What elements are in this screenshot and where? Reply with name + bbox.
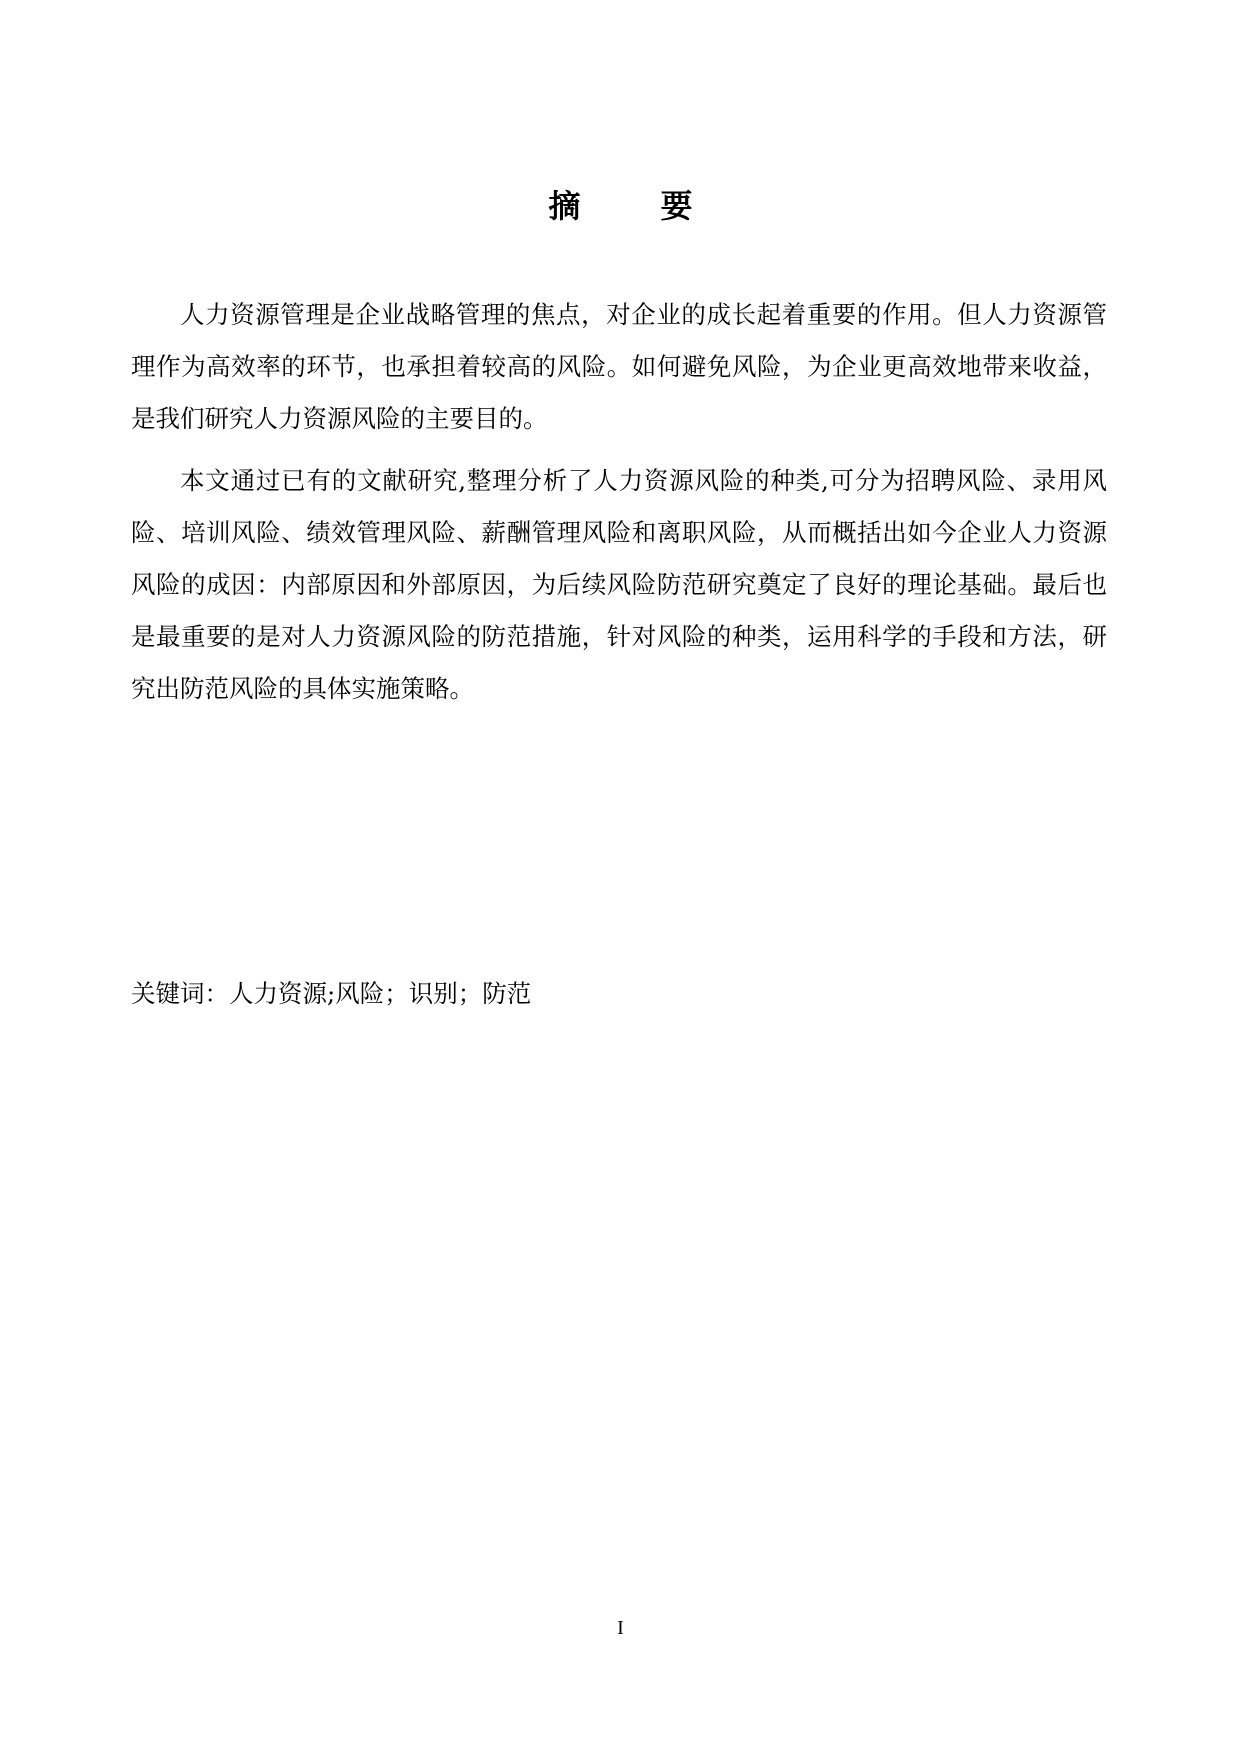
page-number: I bbox=[617, 1617, 624, 1639]
keywords-label: 关键词： bbox=[131, 979, 229, 1008]
abstract-paragraph-1: 人力资源管理是企业战略管理的焦点，对企业的成长起着重要的作用。但人力资源管理作为高效率的环节，也承担着较高的风险。如何避免风险，为企业更高效地带来收益，是我们研究人力资源风险的主要目的。 bbox=[131, 300, 1107, 433]
abstract-title: 摘 要 bbox=[548, 187, 717, 225]
keywords-line bbox=[131, 968, 531, 1020]
keywords-value: 人力资源;风险；识别；防范 bbox=[229, 979, 532, 1008]
abstract-paragraph-2: 本文通过已有的文献研究,整理分析了人力资源风险的种类,可分为招聘风险、录用风险、培训风险、绩效管理风险、薪酬管理风险和离职风险，从而概括出如今企业人力资源风险的成因：内部原因和外部原因，为后续风险防范研究奠定了良好的理论基础。最后也是最重要的是对人力资源风险的防范措施，针对风险的种类，运用科学的手段和方法，研究出防范风险的具体实施策略。 bbox=[131, 466, 1107, 703]
